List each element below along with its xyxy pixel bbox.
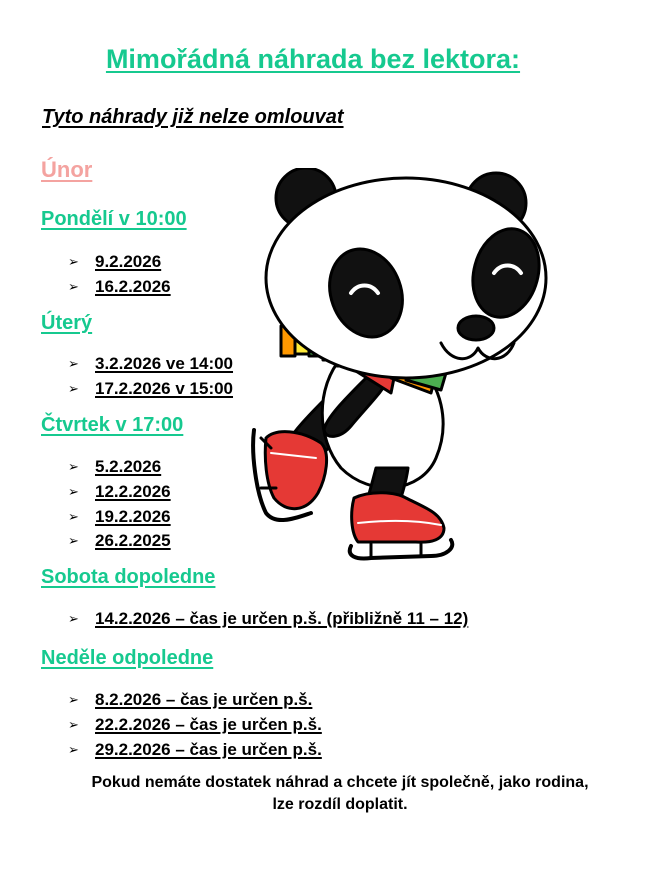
list-item-text: 5.2.2026	[95, 457, 162, 476]
section-heading-thursday: Čtvrtek v 17:00	[41, 414, 184, 436]
arrow-bullet-icon: ➢	[68, 381, 79, 396]
section-heading-saturday: Sobota dopoledne	[41, 566, 216, 588]
list-item-text: 12.2.2026	[95, 482, 171, 501]
page-title: Mimořádná náhrada bez lektora:	[105, 44, 521, 74]
list-item-text: 8.2.2026 – čas je určen p.š.	[95, 690, 313, 709]
list-item	[68, 275, 171, 299]
list-item	[68, 505, 171, 529]
section-heading-monday: Pondělí v 10:00	[41, 208, 187, 230]
arrow-bullet-icon: ➢	[68, 484, 79, 499]
footer-note: Pokud nemáte dostatek náhrad a chcete jít společně, jako rodina, lze rozdíl doplatit.	[91, 774, 589, 813]
list-item	[68, 480, 171, 504]
list-item-text: 16.2.2026	[95, 277, 171, 296]
list-item	[68, 738, 322, 762]
list-item-text: 3.2.2026 ve 14:00	[95, 354, 234, 373]
arrow-bullet-icon: ➢	[68, 692, 79, 707]
section-heading-tuesday: Úterý	[41, 312, 93, 334]
list-item-text: 29.2.2026 – čas je určen p.š.	[95, 740, 322, 759]
arrow-bullet-icon: ➢	[68, 742, 79, 757]
section-heading-sunday: Neděle odpoledne	[41, 647, 214, 669]
list-item	[68, 352, 233, 376]
page-subtitle: Tyto náhrady již nelze omlouvat	[42, 106, 344, 128]
list-item	[68, 607, 468, 631]
arrow-bullet-icon: ➢	[68, 279, 79, 294]
list-item-text: 9.2.2026	[95, 252, 162, 271]
list-item	[68, 455, 161, 479]
list-item	[68, 377, 233, 401]
arrow-bullet-icon: ➢	[68, 717, 79, 732]
arrow-bullet-icon: ➢	[68, 533, 79, 548]
list-item-text: 22.2.2026 – čas je určen p.š.	[95, 715, 322, 734]
list-item-text: 17.2.2026 v 15:00	[95, 379, 234, 398]
arrow-bullet-icon: ➢	[68, 356, 79, 371]
arrow-bullet-icon: ➢	[68, 459, 79, 474]
arrow-bullet-icon: ➢	[68, 509, 79, 524]
list-item	[68, 250, 161, 274]
list-item	[68, 713, 322, 737]
arrow-bullet-icon: ➢	[68, 611, 79, 626]
list-item	[68, 688, 312, 712]
list-item-text: 26.2.2025	[95, 531, 171, 550]
list-item-text: 14.2.2026 – čas je určen p.š. (přibližně 11 – 12)	[95, 609, 469, 628]
month-heading: Únor	[41, 157, 93, 182]
panda-skating-icon	[246, 168, 556, 563]
arrow-bullet-icon: ➢	[68, 254, 79, 269]
list-item-text: 19.2.2026	[95, 507, 171, 526]
list-item	[68, 529, 171, 553]
